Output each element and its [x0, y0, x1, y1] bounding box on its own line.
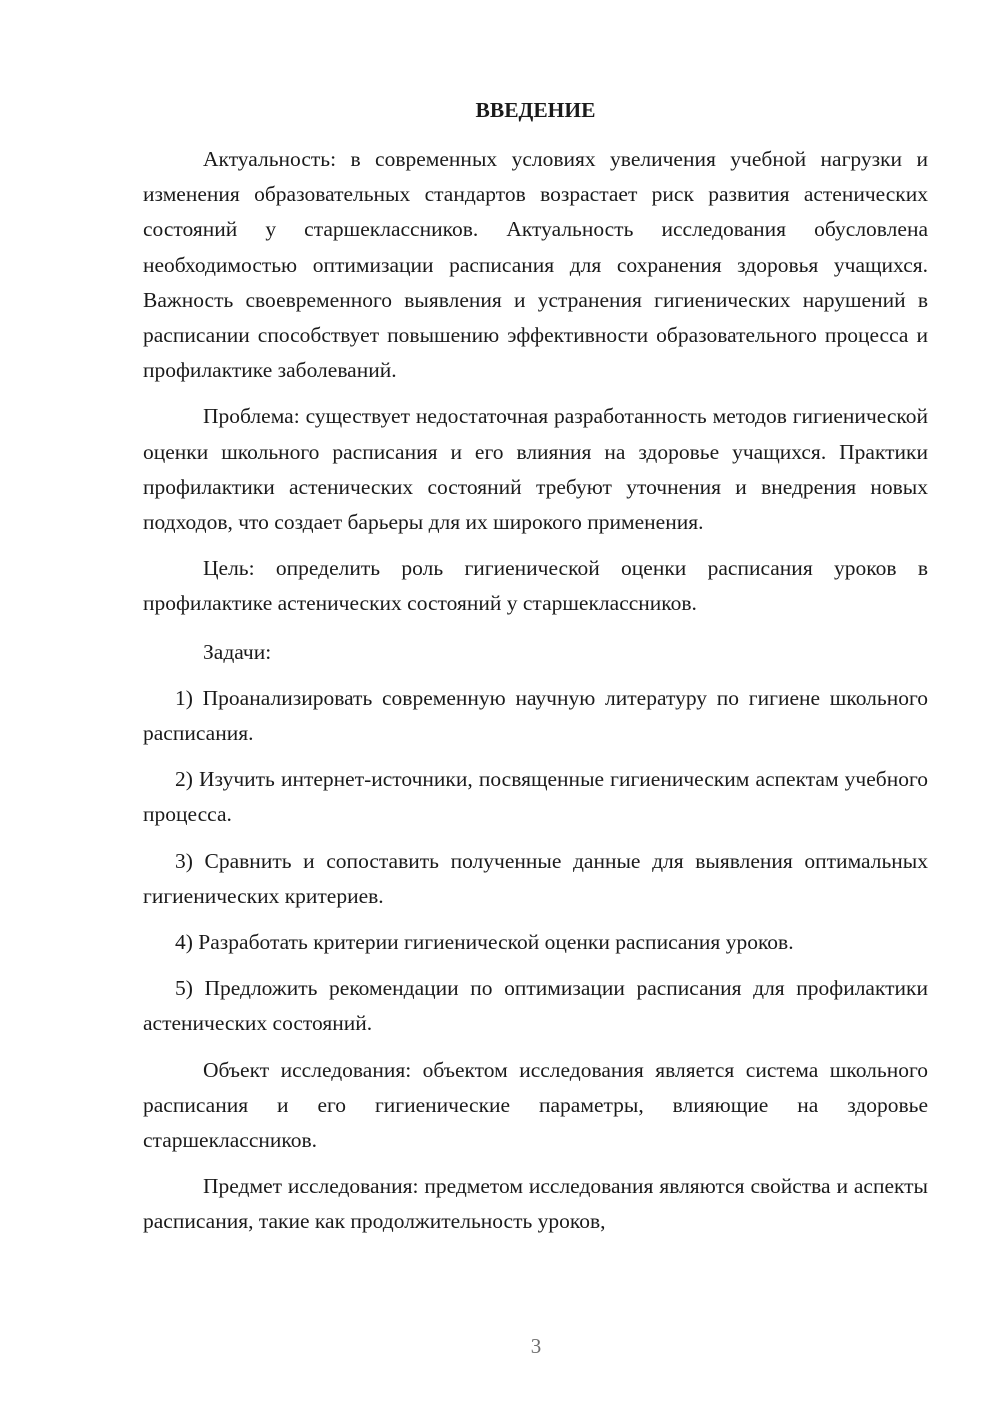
paragraph-object: Объект исследования: объектом исследования является система школьного расписания и его гигиенические параметры, влияющие на здоровье старшеклассников.	[143, 1057, 928, 1153]
paragraph-problem: Проблема: существует недостаточная разработанность методов гигиенической оценки школьного расписания и его влияния на здоровье учащихся. Практики профилактики астенических состояний требуют уточнения и внедрения новых подходов, что создает барьеры для их широкого применения.	[143, 404, 928, 535]
page-number: 3	[530, 1334, 542, 1358]
paragraph-goal: Цель: определить роль гигиенической оценки расписания уроков в профилактике астенических состояний у старшеклассников.	[143, 556, 928, 616]
task-item-3: 3) Сравнить и сопоставить полученные данные для выявления оптимальных гигиенических критериев.	[143, 848, 928, 908]
task-item-2: 2) Изучить интернет-источники, посвященные гигиеническим аспектам учебного процесса.	[143, 767, 928, 827]
task-item-4: 4) Разработать критерии гигиенической оценки расписания уроков.	[175, 930, 794, 955]
task-item-1: 1) Проанализировать современную научную литературу по гигиене школьного расписания.	[143, 685, 928, 746]
paragraph-relevance: Актуальность: в современных условиях увеличения учебной нагрузки и изменения образовательных стандартов возрастает риск развития астенических состояний у старшеклассников. Актуальность исследования обусловлена необходимостью оптимизации расписания для сохранения здоровья учащихся. Важность своевременного выявления и устранения гигиенических нарушений в расписании способствует повышению эффективности образовательного процесса и профилактике заболеваний.	[143, 147, 928, 383]
page-body	[143, 93, 928, 1240]
section-title: ВВЕДЕНИЕ	[475, 98, 596, 122]
task-item-5: 5) Предложить рекомендации по оптимизации расписания для профилактики астенических состояний.	[143, 976, 928, 1036]
tasks-label: Задачи:	[203, 639, 272, 664]
paragraph-subject: Предмет исследования: предметом исследования являются свойства и аспекты расписания, такие как продолжительность уроков,	[143, 1174, 928, 1234]
